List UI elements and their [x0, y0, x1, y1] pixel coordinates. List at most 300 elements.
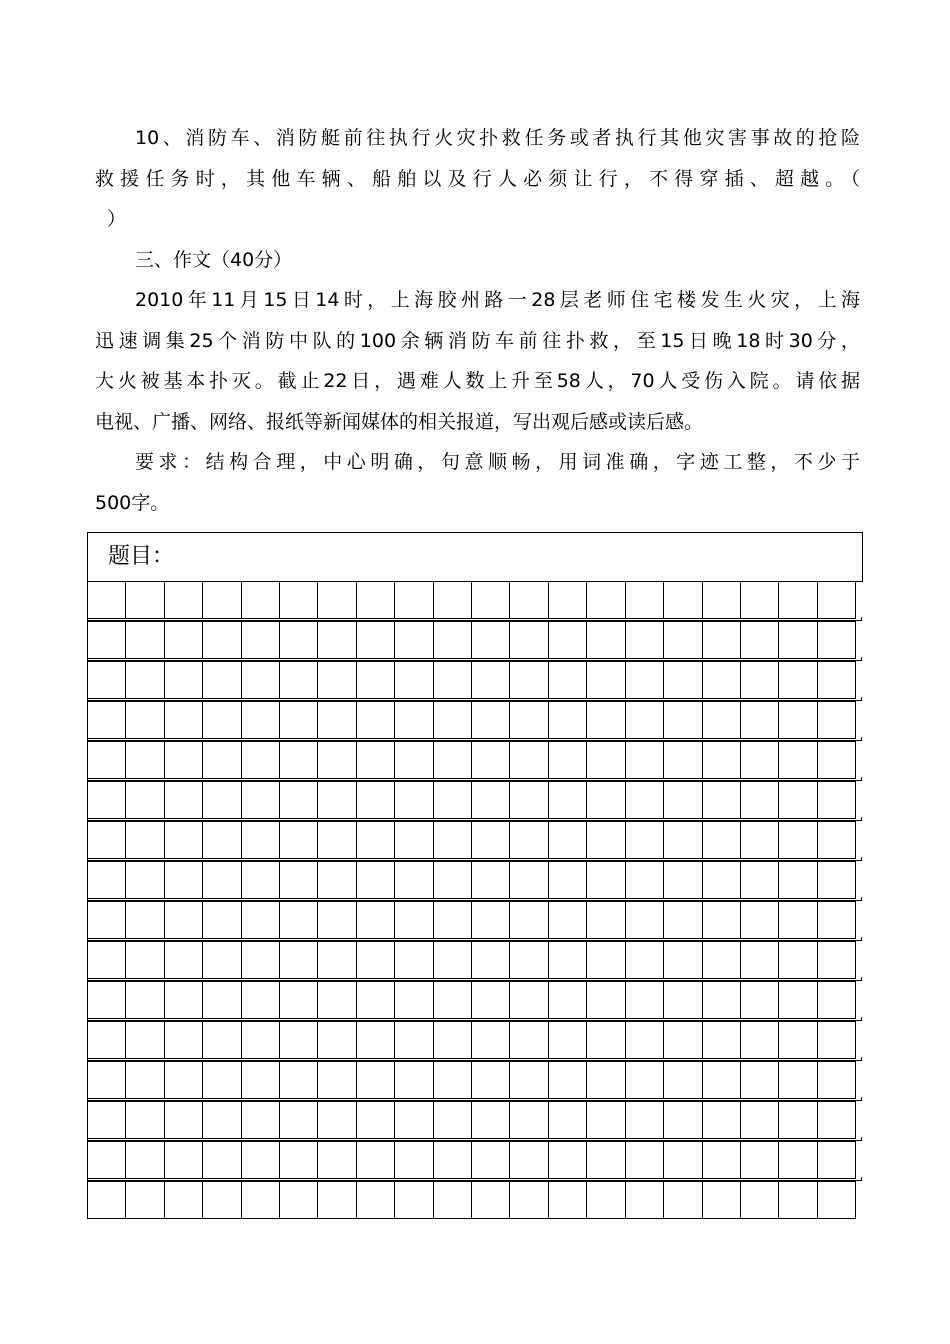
grid-cell[interactable] [626, 1022, 664, 1058]
grid-cell[interactable] [242, 662, 280, 698]
grid-cell[interactable] [664, 942, 702, 978]
grid-cell[interactable] [626, 582, 664, 618]
grid-cell[interactable] [434, 702, 472, 738]
grid-cell[interactable] [280, 902, 318, 938]
grid-cell[interactable] [741, 1062, 779, 1098]
grid-cell[interactable] [779, 782, 817, 818]
grid-cell[interactable] [703, 1022, 741, 1058]
grid-cell[interactable] [664, 622, 702, 658]
grid-cell[interactable] [741, 702, 779, 738]
grid-cell[interactable] [395, 622, 433, 658]
grid-cell[interactable] [165, 1102, 203, 1138]
grid-cell[interactable] [242, 1062, 280, 1098]
grid-cell[interactable] [242, 942, 280, 978]
grid-cell[interactable] [318, 902, 356, 938]
grid-cell[interactable] [165, 822, 203, 858]
grid-cell[interactable] [818, 1062, 856, 1098]
grid-cell[interactable] [88, 942, 126, 978]
grid-cell[interactable] [510, 942, 548, 978]
grid-cell[interactable] [242, 742, 280, 778]
grid-cell[interactable] [165, 782, 203, 818]
grid-cell[interactable] [203, 902, 241, 938]
grid-cell[interactable] [357, 662, 395, 698]
grid-cell[interactable] [626, 702, 664, 738]
grid-cell[interactable] [779, 1022, 817, 1058]
grid-cell[interactable] [280, 1142, 318, 1178]
grid-cell[interactable] [472, 782, 510, 818]
grid-cell[interactable] [280, 702, 318, 738]
grid-cell[interactable] [88, 662, 126, 698]
grid-cell[interactable] [126, 1102, 164, 1138]
grid-cell[interactable] [472, 1182, 510, 1218]
grid-cell[interactable] [549, 862, 587, 898]
grid-cell[interactable] [434, 982, 472, 1018]
grid-cell[interactable] [549, 742, 587, 778]
grid-cell[interactable] [434, 1142, 472, 1178]
grid-cell[interactable] [587, 742, 625, 778]
grid-cell[interactable] [357, 742, 395, 778]
grid-cell[interactable] [587, 822, 625, 858]
grid-cell[interactable] [779, 662, 817, 698]
grid-cell[interactable] [165, 662, 203, 698]
grid-cell[interactable] [318, 822, 356, 858]
grid-cell[interactable] [280, 782, 318, 818]
grid-cell[interactable] [203, 862, 241, 898]
grid-cell[interactable] [818, 582, 856, 618]
grid-cell[interactable] [242, 622, 280, 658]
grid-cell[interactable] [664, 1102, 702, 1138]
grid-cell[interactable] [88, 862, 126, 898]
grid-cell[interactable] [434, 582, 472, 618]
grid-cell[interactable] [703, 942, 741, 978]
grid-cell[interactable] [818, 622, 856, 658]
grid-cell[interactable] [280, 742, 318, 778]
grid-cell[interactable] [703, 1182, 741, 1218]
grid-cell[interactable] [88, 702, 126, 738]
grid-cell[interactable] [626, 742, 664, 778]
grid-cell[interactable] [318, 1022, 356, 1058]
grid-cell[interactable] [165, 1142, 203, 1178]
grid-cell[interactable] [242, 1102, 280, 1138]
grid-cell[interactable] [357, 1102, 395, 1138]
grid-cell[interactable] [203, 942, 241, 978]
grid-cell[interactable] [318, 782, 356, 818]
grid-cell[interactable] [357, 902, 395, 938]
grid-cell[interactable] [472, 942, 510, 978]
grid-cell[interactable] [703, 582, 741, 618]
grid-cell[interactable] [664, 1182, 702, 1218]
grid-cell[interactable] [280, 822, 318, 858]
grid-cell[interactable] [549, 1182, 587, 1218]
grid-cell[interactable] [510, 1182, 548, 1218]
grid-cell[interactable] [395, 942, 433, 978]
grid-cell[interactable] [395, 862, 433, 898]
grid-cell[interactable] [741, 1102, 779, 1138]
grid-cell[interactable] [549, 1062, 587, 1098]
grid-cell[interactable] [510, 1142, 548, 1178]
grid-cell[interactable] [395, 1022, 433, 1058]
grid-cell[interactable] [703, 1142, 741, 1178]
grid-cell[interactable] [395, 742, 433, 778]
grid-cell[interactable] [126, 742, 164, 778]
grid-cell[interactable] [703, 662, 741, 698]
grid-cell[interactable] [664, 702, 702, 738]
grid-cell[interactable] [357, 1182, 395, 1218]
grid-cell[interactable] [741, 902, 779, 938]
grid-cell[interactable] [664, 982, 702, 1018]
grid-cell[interactable] [741, 862, 779, 898]
grid-cell[interactable] [242, 822, 280, 858]
grid-cell[interactable] [664, 742, 702, 778]
grid-cell[interactable] [779, 982, 817, 1018]
grid-cell[interactable] [549, 662, 587, 698]
grid-cell[interactable] [703, 822, 741, 858]
grid-cell[interactable] [587, 662, 625, 698]
grid-cell[interactable] [126, 1182, 164, 1218]
grid-cell[interactable] [434, 782, 472, 818]
grid-cell[interactable] [549, 942, 587, 978]
grid-cell[interactable] [549, 702, 587, 738]
grid-cell[interactable] [242, 1182, 280, 1218]
grid-cell[interactable] [88, 982, 126, 1018]
grid-cell[interactable] [472, 822, 510, 858]
grid-cell[interactable] [626, 782, 664, 818]
grid-cell[interactable] [395, 582, 433, 618]
grid-cell[interactable] [203, 1182, 241, 1218]
grid-cell[interactable] [318, 622, 356, 658]
grid-cell[interactable] [472, 662, 510, 698]
grid-cell[interactable] [472, 622, 510, 658]
grid-cell[interactable] [126, 942, 164, 978]
grid-cell[interactable] [587, 1142, 625, 1178]
grid-cell[interactable] [779, 582, 817, 618]
grid-cell[interactable] [818, 982, 856, 1018]
grid-cell[interactable] [549, 1142, 587, 1178]
grid-cell[interactable] [664, 902, 702, 938]
grid-cell[interactable] [203, 1062, 241, 1098]
grid-cell[interactable] [242, 702, 280, 738]
grid-cell[interactable] [741, 982, 779, 1018]
grid-cell[interactable] [510, 862, 548, 898]
grid-cell[interactable] [165, 902, 203, 938]
grid-cell[interactable] [126, 1062, 164, 1098]
grid-cell[interactable] [318, 1102, 356, 1138]
grid-cell[interactable] [703, 1062, 741, 1098]
grid-cell[interactable] [203, 1142, 241, 1178]
grid-cell[interactable] [818, 662, 856, 698]
grid-cell[interactable] [126, 782, 164, 818]
grid-cell[interactable] [472, 702, 510, 738]
grid-cell[interactable] [434, 1062, 472, 1098]
grid-cell[interactable] [357, 822, 395, 858]
grid-cell[interactable] [818, 822, 856, 858]
grid-cell[interactable] [318, 862, 356, 898]
grid-cell[interactable] [741, 822, 779, 858]
grid-cell[interactable] [395, 1142, 433, 1178]
grid-cell[interactable] [434, 942, 472, 978]
grid-cell[interactable] [357, 622, 395, 658]
grid-cell[interactable] [587, 1182, 625, 1218]
grid-cell[interactable] [280, 622, 318, 658]
grid-cell[interactable] [318, 1142, 356, 1178]
grid-cell[interactable] [703, 782, 741, 818]
grid-cell[interactable] [395, 662, 433, 698]
grid-cell[interactable] [318, 982, 356, 1018]
grid-cell[interactable] [395, 982, 433, 1018]
grid-cell[interactable] [88, 1022, 126, 1058]
grid-cell[interactable] [165, 582, 203, 618]
grid-cell[interactable] [741, 742, 779, 778]
grid-cell[interactable] [434, 902, 472, 938]
grid-cell[interactable] [741, 1142, 779, 1178]
grid-cell[interactable] [242, 582, 280, 618]
grid-cell[interactable] [88, 1182, 126, 1218]
grid-cell[interactable] [472, 902, 510, 938]
grid-cell[interactable] [549, 902, 587, 938]
grid-cell[interactable] [549, 582, 587, 618]
grid-cell[interactable] [357, 942, 395, 978]
grid-cell[interactable] [818, 1102, 856, 1138]
grid-cell[interactable] [626, 1062, 664, 1098]
grid-cell[interactable] [818, 742, 856, 778]
grid-cell[interactable] [779, 942, 817, 978]
grid-cell[interactable] [741, 1182, 779, 1218]
grid-cell[interactable] [434, 1182, 472, 1218]
grid-cell[interactable] [626, 902, 664, 938]
grid-cell[interactable] [395, 902, 433, 938]
grid-cell[interactable] [626, 622, 664, 658]
grid-cell[interactable] [741, 662, 779, 698]
grid-cell[interactable] [472, 862, 510, 898]
grid-cell[interactable] [88, 782, 126, 818]
grid-cell[interactable] [203, 1022, 241, 1058]
grid-cell[interactable] [357, 1142, 395, 1178]
grid-cell[interactable] [88, 622, 126, 658]
grid-cell[interactable] [357, 702, 395, 738]
grid-cell[interactable] [741, 582, 779, 618]
grid-cell[interactable] [357, 582, 395, 618]
grid-cell[interactable] [165, 742, 203, 778]
grid-cell[interactable] [88, 902, 126, 938]
grid-cell[interactable] [587, 1062, 625, 1098]
grid-cell[interactable] [472, 742, 510, 778]
grid-cell[interactable] [703, 622, 741, 658]
grid-cell[interactable] [472, 1022, 510, 1058]
grid-cell[interactable] [434, 1022, 472, 1058]
grid-cell[interactable] [779, 862, 817, 898]
grid-cell[interactable] [88, 742, 126, 778]
grid-cell[interactable] [395, 822, 433, 858]
grid-cell[interactable] [203, 702, 241, 738]
grid-cell[interactable] [434, 822, 472, 858]
grid-cell[interactable] [88, 582, 126, 618]
grid-cell[interactable] [510, 822, 548, 858]
grid-cell[interactable] [395, 1102, 433, 1138]
grid-cell[interactable] [472, 1102, 510, 1138]
grid-cell[interactable] [318, 582, 356, 618]
grid-cell[interactable] [510, 982, 548, 1018]
grid-cell[interactable] [510, 662, 548, 698]
grid-cell[interactable] [587, 862, 625, 898]
grid-cell[interactable] [395, 1062, 433, 1098]
grid-cell[interactable] [88, 822, 126, 858]
grid-cell[interactable] [280, 1022, 318, 1058]
grid-cell[interactable] [88, 1062, 126, 1098]
grid-cell[interactable] [510, 622, 548, 658]
grid-cell[interactable] [395, 702, 433, 738]
grid-cell[interactable] [126, 622, 164, 658]
grid-cell[interactable] [472, 1142, 510, 1178]
essay-title-box[interactable] [87, 532, 863, 582]
grid-cell[interactable] [703, 742, 741, 778]
grid-cell[interactable] [779, 1062, 817, 1098]
grid-cell[interactable] [626, 1102, 664, 1138]
grid-cell[interactable] [165, 1182, 203, 1218]
grid-cell[interactable] [242, 1142, 280, 1178]
grid-cell[interactable] [434, 742, 472, 778]
grid-cell[interactable] [664, 582, 702, 618]
grid-cell[interactable] [242, 862, 280, 898]
grid-cell[interactable] [434, 1102, 472, 1138]
grid-cell[interactable] [779, 702, 817, 738]
grid-cell[interactable] [165, 982, 203, 1018]
grid-cell[interactable] [587, 622, 625, 658]
grid-cell[interactable] [510, 582, 548, 618]
grid-cell[interactable] [280, 1062, 318, 1098]
grid-cell[interactable] [779, 822, 817, 858]
grid-cell[interactable] [165, 1022, 203, 1058]
grid-cell[interactable] [779, 622, 817, 658]
grid-cell[interactable] [703, 982, 741, 1018]
grid-cell[interactable] [126, 662, 164, 698]
grid-cell[interactable] [779, 742, 817, 778]
grid-cell[interactable] [357, 1022, 395, 1058]
grid-cell[interactable] [664, 1142, 702, 1178]
grid-cell[interactable] [242, 782, 280, 818]
grid-cell[interactable] [434, 662, 472, 698]
grid-cell[interactable] [626, 942, 664, 978]
grid-cell[interactable] [626, 982, 664, 1018]
grid-cell[interactable] [203, 982, 241, 1018]
grid-cell[interactable] [165, 1062, 203, 1098]
grid-cell[interactable] [703, 862, 741, 898]
grid-cell[interactable] [472, 982, 510, 1018]
grid-cell[interactable] [741, 782, 779, 818]
grid-cell[interactable] [549, 622, 587, 658]
grid-cell[interactable] [203, 1102, 241, 1138]
grid-cell[interactable] [779, 1102, 817, 1138]
grid-cell[interactable] [318, 1182, 356, 1218]
grid-cell[interactable] [818, 1182, 856, 1218]
grid-cell[interactable] [818, 782, 856, 818]
grid-cell[interactable] [587, 782, 625, 818]
grid-cell[interactable] [549, 1022, 587, 1058]
grid-cell[interactable] [395, 782, 433, 818]
grid-cell[interactable] [280, 942, 318, 978]
grid-cell[interactable] [626, 662, 664, 698]
grid-cell[interactable] [664, 1022, 702, 1058]
grid-cell[interactable] [587, 702, 625, 738]
grid-cell[interactable] [318, 662, 356, 698]
grid-cell[interactable] [165, 622, 203, 658]
grid-cell[interactable] [434, 622, 472, 658]
grid-cell[interactable] [510, 742, 548, 778]
grid-cell[interactable] [280, 662, 318, 698]
grid-cell[interactable] [357, 862, 395, 898]
grid-cell[interactable] [510, 1102, 548, 1138]
grid-cell[interactable] [587, 902, 625, 938]
grid-cell[interactable] [626, 822, 664, 858]
grid-cell[interactable] [818, 1142, 856, 1178]
grid-cell[interactable] [203, 662, 241, 698]
grid-cell[interactable] [203, 822, 241, 858]
grid-cell[interactable] [126, 902, 164, 938]
grid-cell[interactable] [242, 982, 280, 1018]
grid-cell[interactable] [280, 862, 318, 898]
grid-cell[interactable] [472, 582, 510, 618]
grid-cell[interactable] [126, 702, 164, 738]
grid-cell[interactable] [587, 582, 625, 618]
grid-cell[interactable] [587, 1022, 625, 1058]
grid-cell[interactable] [126, 862, 164, 898]
grid-cell[interactable] [126, 582, 164, 618]
grid-cell[interactable] [549, 982, 587, 1018]
grid-cell[interactable] [203, 742, 241, 778]
grid-cell[interactable] [818, 862, 856, 898]
grid-cell[interactable] [434, 862, 472, 898]
grid-cell[interactable] [242, 902, 280, 938]
grid-cell[interactable] [741, 942, 779, 978]
grid-cell[interactable] [587, 982, 625, 1018]
grid-cell[interactable] [203, 582, 241, 618]
grid-cell[interactable] [126, 822, 164, 858]
grid-cell[interactable] [549, 1102, 587, 1138]
grid-cell[interactable] [203, 622, 241, 658]
grid-cell[interactable] [280, 582, 318, 618]
grid-cell[interactable] [357, 1062, 395, 1098]
grid-cell[interactable] [318, 742, 356, 778]
grid-cell[interactable] [664, 662, 702, 698]
grid-cell[interactable] [779, 1142, 817, 1178]
grid-cell[interactable] [626, 1142, 664, 1178]
grid-cell[interactable] [126, 1022, 164, 1058]
grid-cell[interactable] [818, 942, 856, 978]
grid-cell[interactable] [88, 1102, 126, 1138]
grid-cell[interactable] [510, 702, 548, 738]
grid-cell[interactable] [549, 782, 587, 818]
grid-cell[interactable] [664, 862, 702, 898]
grid-cell[interactable] [126, 982, 164, 1018]
grid-cell[interactable] [741, 1022, 779, 1058]
grid-cell[interactable] [587, 942, 625, 978]
grid-cell[interactable] [88, 1142, 126, 1178]
grid-cell[interactable] [626, 862, 664, 898]
grid-cell[interactable] [779, 1182, 817, 1218]
grid-cell[interactable] [280, 1102, 318, 1138]
grid-cell[interactable] [510, 902, 548, 938]
grid-cell[interactable] [664, 822, 702, 858]
grid-cell[interactable] [318, 942, 356, 978]
grid-cell[interactable] [703, 1102, 741, 1138]
grid-cell[interactable] [472, 1062, 510, 1098]
grid-cell[interactable] [510, 782, 548, 818]
grid-cell[interactable] [703, 902, 741, 938]
grid-cell[interactable] [818, 1022, 856, 1058]
grid-cell[interactable] [510, 1022, 548, 1058]
grid-cell[interactable] [510, 1062, 548, 1098]
grid-cell[interactable] [549, 822, 587, 858]
grid-cell[interactable] [242, 1022, 280, 1058]
